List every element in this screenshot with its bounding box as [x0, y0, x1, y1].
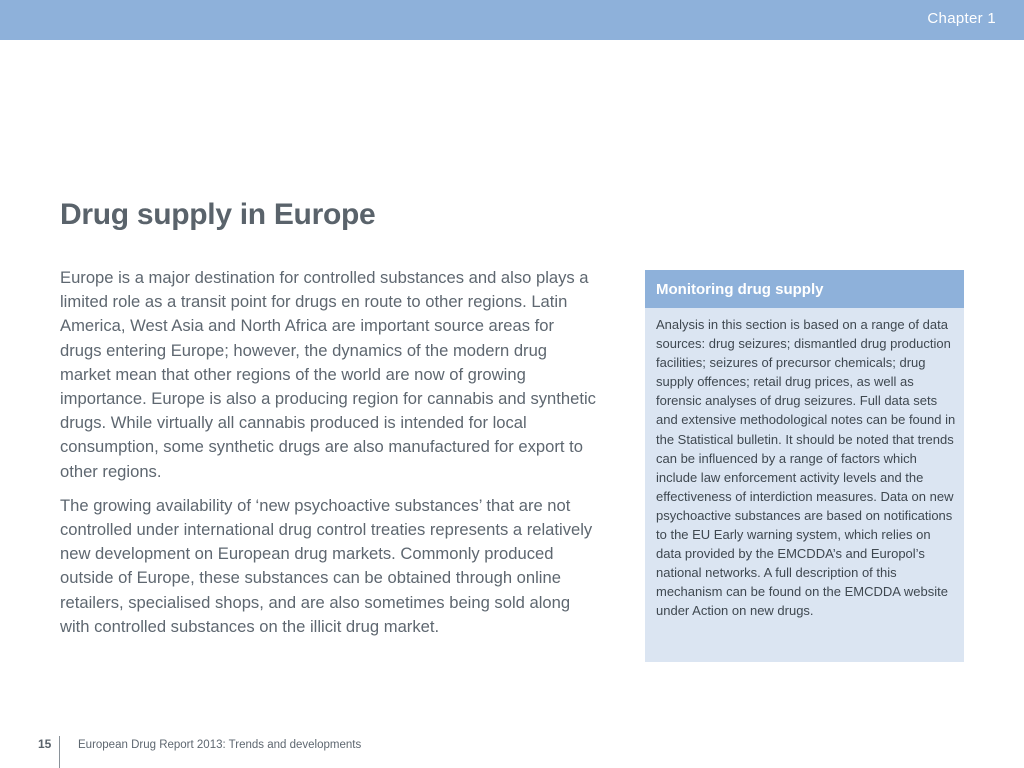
body-text	[60, 266, 600, 649]
header-bar	[0, 0, 1024, 40]
publication-title: European Drug Report 2013: Trends and developments	[78, 739, 362, 751]
monitoring-box-title: Monitoring drug supply	[645, 270, 964, 308]
footer-divider	[59, 736, 60, 768]
page-title: Drug supply in Europe	[60, 198, 376, 231]
body-paragraph: The growing availability of ‘new psychoactive substances’ that are not controlled under international drug control treaties represents a relatively new development on European drug markets. Commonly produced outside of Europe, these substances can be obtained through online retailers, specialised shops, and are also sometimes being sold along with controlled substances on the illicit drug market.	[60, 495, 593, 636]
chapter-label: Chapter 1	[927, 10, 996, 27]
monitoring-box	[645, 270, 964, 662]
body-paragraph: Europe is a major destination for controlled substances and also plays a limited role as a transit point for drugs en route to other regions. Latin America, West Asia and North Africa are important source areas for drugs entering Europe; however, the dynamics of the modern drug market mean that other regions of the world are now of growing importance. Europe is also a producing region for cannabis and synthetic drugs. While virtually all cannabis produced is intended for local consumption, some synthetic drugs are also manufactured for export to other regions.	[60, 268, 596, 481]
monitoring-box-text: Analysis in this section is based on a range of data sources: drug seizures; dismantled drug production facilities; seizures of precursor chemicals; drug supply offences; retail drug prices, as well as forensic analyses of drug seizures. Full data sets and extensive methodological notes can be found in the Statistical bulletin. It should be noted that trends can be influenced by a range of factors which include law enforcement activity levels and the effectiveness of interdiction measures. Data on new psychoactive substances are based on notifications to the EU Early warning system, which relies on data provided by the EMCDDA’s and Europol’s national networks. A full description of this mechanism can be found on the EMCDDA website under Action on new drugs.	[656, 317, 956, 619]
page-number: 15	[38, 737, 52, 751]
